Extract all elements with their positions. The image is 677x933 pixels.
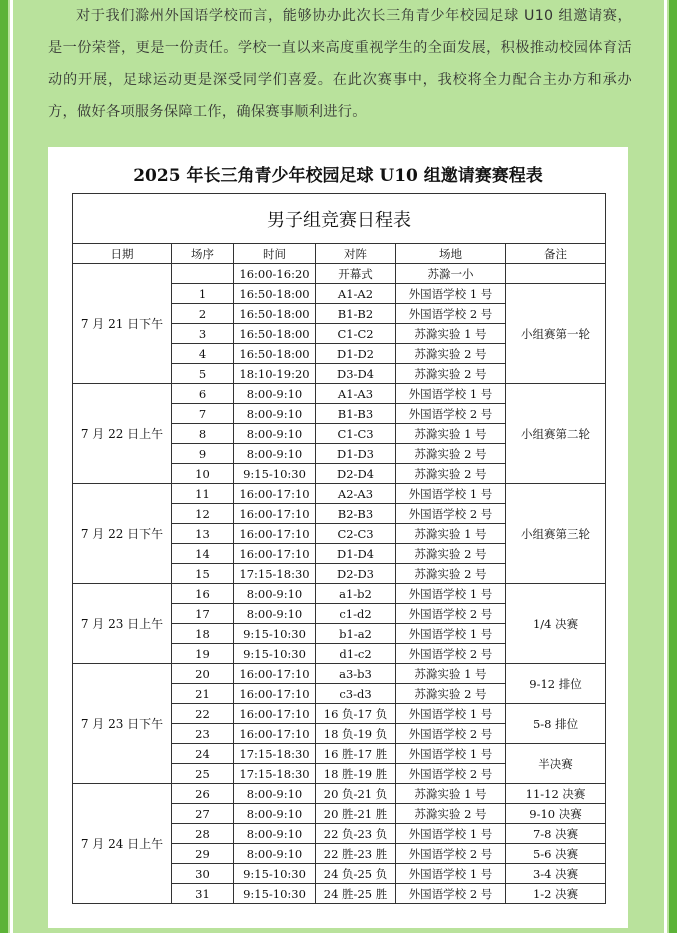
- venue-cell: 苏滁实验 2 号: [396, 804, 506, 824]
- no-cell: 16: [172, 584, 234, 604]
- match-cell: D1-D2: [316, 344, 396, 364]
- note-cell: 5-6 决赛: [506, 844, 606, 864]
- no-cell: 14: [172, 544, 234, 564]
- header-time: 时间: [234, 244, 316, 264]
- right-frame-border: [669, 0, 677, 933]
- match-cell: 18 胜-19 胜: [316, 764, 396, 784]
- no-cell: 20: [172, 664, 234, 684]
- match-cell: A1-A3: [316, 384, 396, 404]
- time-cell: 16:50-18:00: [234, 284, 316, 304]
- match-cell: b1-a2: [316, 624, 396, 644]
- no-cell: 12: [172, 504, 234, 524]
- note-cell: 3-4 决赛: [506, 864, 606, 884]
- time-cell: 17:15-18:30: [234, 744, 316, 764]
- time-cell: 16:00-17:10: [234, 544, 316, 564]
- no-cell: 23: [172, 724, 234, 744]
- no-cell: 26: [172, 784, 234, 804]
- time-cell: 8:00-9:10: [234, 384, 316, 404]
- time-cell: 8:00-9:10: [234, 784, 316, 804]
- venue-cell: 外国语学校 1 号: [396, 484, 506, 504]
- time-cell: 8:00-9:10: [234, 584, 316, 604]
- match-cell: D1-D4: [316, 544, 396, 564]
- match-cell: 24 负-25 负: [316, 864, 396, 884]
- match-cell: A1-A2: [316, 284, 396, 304]
- venue-cell: 外国语学校 2 号: [396, 604, 506, 624]
- match-cell: 20 负-21 负: [316, 784, 396, 804]
- match-cell: C1-C2: [316, 324, 396, 344]
- no-cell: 29: [172, 844, 234, 864]
- match-cell: A2-A3: [316, 484, 396, 504]
- no-cell: 21: [172, 684, 234, 704]
- table-row: [73, 664, 606, 684]
- time-cell: 8:00-9:10: [234, 824, 316, 844]
- no-cell: 27: [172, 804, 234, 824]
- venue-cell: 苏滁实验 2 号: [396, 544, 506, 564]
- table-row: [73, 384, 606, 404]
- note-cell: 5-8 排位: [506, 704, 606, 744]
- no-cell: 31: [172, 884, 234, 904]
- time-cell: 8:00-9:10: [234, 444, 316, 464]
- no-cell: 9: [172, 444, 234, 464]
- table-row: [73, 484, 606, 504]
- no-cell: 5: [172, 364, 234, 384]
- time-cell: 8:00-9:10: [234, 424, 316, 444]
- venue-cell: 苏滁实验 1 号: [396, 424, 506, 444]
- no-cell: 30: [172, 864, 234, 884]
- time-cell: 16:00-17:10: [234, 524, 316, 544]
- venue-cell: 外国语学校 1 号: [396, 864, 506, 884]
- match-cell: 20 胜-21 胜: [316, 804, 396, 824]
- table-row: [73, 584, 606, 604]
- note-cell: 7-8 决赛: [506, 824, 606, 844]
- venue-cell: 苏滁实验 2 号: [396, 364, 506, 384]
- time-cell: 8:00-9:10: [234, 804, 316, 824]
- time-cell: 17:15-18:30: [234, 564, 316, 584]
- time-cell: 8:00-9:10: [234, 604, 316, 624]
- no-cell: 17: [172, 604, 234, 624]
- header-match: 对阵: [316, 244, 396, 264]
- match-cell: a3-b3: [316, 664, 396, 684]
- match-cell: d1-c2: [316, 644, 396, 664]
- match-cell: C1-C3: [316, 424, 396, 444]
- no-cell: 8: [172, 424, 234, 444]
- left-frame-border: [0, 0, 8, 933]
- match-cell: a1-b2: [316, 584, 396, 604]
- match-cell: 24 胜-25 胜: [316, 884, 396, 904]
- date-cell: 7 月 23 日下午: [73, 664, 172, 784]
- time-cell: 8:00-9:10: [234, 404, 316, 424]
- match-cell: B1-B3: [316, 404, 396, 424]
- match-cell: D3-D4: [316, 364, 396, 384]
- note-cell: 1-2 决赛: [506, 884, 606, 904]
- note-cell: 11-12 决赛: [506, 784, 606, 804]
- table-caption: 男子组竞赛日程表: [73, 194, 606, 244]
- date-cell: 7 月 21 日下午: [73, 264, 172, 384]
- table-row: [73, 264, 606, 284]
- date-cell: 7 月 24 日上午: [73, 784, 172, 904]
- no-cell: 22: [172, 704, 234, 724]
- time-cell: 16:00-17:10: [234, 704, 316, 724]
- match-cell: c1-d2: [316, 604, 396, 624]
- match-cell: 18 负-19 负: [316, 724, 396, 744]
- time-cell: 16:50-18:00: [234, 324, 316, 344]
- time-cell: 16:00-16:20: [234, 264, 316, 284]
- date-cell: 7 月 22 日下午: [73, 484, 172, 584]
- venue-cell: 外国语学校 2 号: [396, 644, 506, 664]
- venue-cell: 外国语学校 1 号: [396, 624, 506, 644]
- note-cell: 半决赛: [506, 744, 606, 784]
- time-cell: 16:50-18:00: [234, 304, 316, 324]
- time-cell: 16:00-17:10: [234, 484, 316, 504]
- venue-cell: 外国语学校 2 号: [396, 404, 506, 424]
- match-cell: 22 负-23 负: [316, 824, 396, 844]
- note-cell: 1/4 决赛: [506, 584, 606, 664]
- match-cell: B1-B2: [316, 304, 396, 324]
- no-cell: 11: [172, 484, 234, 504]
- no-cell: 13: [172, 524, 234, 544]
- match-cell: c3-d3: [316, 684, 396, 704]
- note-cell: 9-12 排位: [506, 664, 606, 704]
- schedule-table: [72, 193, 606, 904]
- no-cell: 7: [172, 404, 234, 424]
- venue-cell: 苏滁实验 1 号: [396, 524, 506, 544]
- time-cell: 16:00-17:10: [234, 684, 316, 704]
- match-cell: 16 胜-17 胜: [316, 744, 396, 764]
- note-cell: [506, 264, 606, 284]
- schedule-document-image: [48, 147, 628, 928]
- time-cell: 17:15-18:30: [234, 764, 316, 784]
- time-cell: 9:15-10:30: [234, 624, 316, 644]
- note-cell: 小组赛第一轮: [506, 284, 606, 384]
- no-cell: 15: [172, 564, 234, 584]
- time-cell: 8:00-9:10: [234, 844, 316, 864]
- venue-cell: 外国语学校 2 号: [396, 504, 506, 524]
- venue-cell: 外国语学校 1 号: [396, 384, 506, 404]
- match-cell: 开幕式: [316, 264, 396, 284]
- time-cell: 9:15-10:30: [234, 464, 316, 484]
- no-cell: 6: [172, 384, 234, 404]
- venue-cell: 外国语学校 2 号: [396, 844, 506, 864]
- venue-cell: 苏滁实验 2 号: [396, 464, 506, 484]
- intro-paragraph: [48, 0, 632, 128]
- time-cell: 16:00-17:10: [234, 664, 316, 684]
- date-cell: 7 月 23 日上午: [73, 584, 172, 664]
- note-cell: 小组赛第二轮: [506, 384, 606, 484]
- no-cell: 4: [172, 344, 234, 364]
- no-cell: 10: [172, 464, 234, 484]
- venue-cell: 外国语学校 2 号: [396, 724, 506, 744]
- venue-cell: 苏滁实验 2 号: [396, 344, 506, 364]
- no-cell: 25: [172, 764, 234, 784]
- venue-cell: 外国语学校 1 号: [396, 584, 506, 604]
- match-cell: 16 负-17 负: [316, 704, 396, 724]
- match-cell: C2-C3: [316, 524, 396, 544]
- no-cell: 24: [172, 744, 234, 764]
- venue-cell: 苏滁实验 2 号: [396, 684, 506, 704]
- header-date: 日期: [73, 244, 172, 264]
- header-venue: 场地: [396, 244, 506, 264]
- venue-cell: 外国语学校 2 号: [396, 884, 506, 904]
- venue-cell: 苏滁实验 2 号: [396, 444, 506, 464]
- no-cell: 1: [172, 284, 234, 304]
- venue-cell: 外国语学校 1 号: [396, 284, 506, 304]
- date-cell: 7 月 22 日上午: [73, 384, 172, 484]
- venue-cell: 外国语学校 1 号: [396, 704, 506, 724]
- match-cell: D2-D3: [316, 564, 396, 584]
- match-cell: B2-B3: [316, 504, 396, 524]
- no-cell: 2: [172, 304, 234, 324]
- venue-cell: 外国语学校 1 号: [396, 824, 506, 844]
- intro-text: 对于我们滁州外国语学校而言，能够协办此次长三角青少年校园足球 U10 组邀请赛，是一份荣誉，更是一份责任。学校一直以来高度重视学生的全面发展，积极推动校园体育活动的开展，足球运动更是深受同学们喜爱。在此次赛事中，我校将全力配合主办方和承办方，做好各项服务保障工作，确保赛事顺利进行。: [48, 8, 632, 120]
- time-cell: 16:00-17:10: [234, 724, 316, 744]
- time-cell: 16:50-18:00: [234, 344, 316, 364]
- time-cell: 18:10-19:20: [234, 364, 316, 384]
- time-cell: 9:15-10:30: [234, 644, 316, 664]
- table-row: [73, 784, 606, 804]
- time-cell: 9:15-10:30: [234, 864, 316, 884]
- header-row: [73, 244, 606, 264]
- time-cell: 9:15-10:30: [234, 884, 316, 904]
- header-note: 备注: [506, 244, 606, 264]
- no-cell: [172, 264, 234, 284]
- match-cell: D1-D3: [316, 444, 396, 464]
- venue-cell: 外国语学校 1 号: [396, 744, 506, 764]
- document-title: 2025 年长三角青少年校园足球 U10 组邀请赛赛程表: [133, 166, 543, 186]
- no-cell: 3: [172, 324, 234, 344]
- header-session: 场序: [172, 244, 234, 264]
- no-cell: 28: [172, 824, 234, 844]
- match-cell: 22 胜-23 胜: [316, 844, 396, 864]
- no-cell: 19: [172, 644, 234, 664]
- venue-cell: 苏滁实验 1 号: [396, 784, 506, 804]
- note-cell: 小组赛第三轮: [506, 484, 606, 584]
- venue-cell: 苏滁实验 1 号: [396, 664, 506, 684]
- venue-cell: 苏滁一小: [396, 264, 506, 284]
- note-cell: 9-10 决赛: [506, 804, 606, 824]
- venue-cell: 外国语学校 2 号: [396, 304, 506, 324]
- venue-cell: 苏滁实验 2 号: [396, 564, 506, 584]
- venue-cell: 苏滁实验 1 号: [396, 324, 506, 344]
- venue-cell: 外国语学校 2 号: [396, 764, 506, 784]
- match-cell: D2-D4: [316, 464, 396, 484]
- time-cell: 16:00-17:10: [234, 504, 316, 524]
- no-cell: 18: [172, 624, 234, 644]
